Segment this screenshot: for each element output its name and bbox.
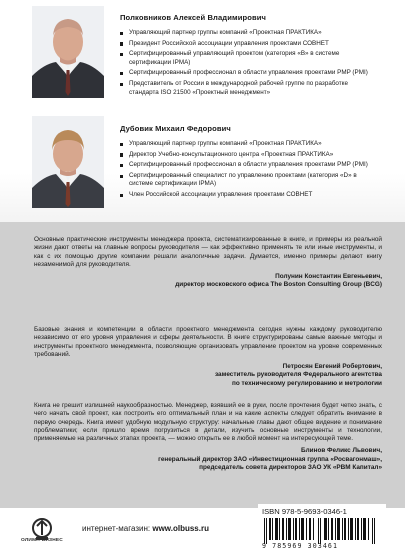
review-signature xyxy=(34,447,382,472)
author-1-bullet: Сертифицированный профессионал в области управления проектами PMP (PMI) xyxy=(120,69,378,78)
shop-line xyxy=(82,524,209,533)
author-2-bullet: Член Российской ассоциации управления проектами СОВНЕТ xyxy=(120,191,378,200)
reviewer-role: заместитель руководителя Федерального агентства xyxy=(214,371,382,379)
reviewer-role-line-2: по техническому регулированию и метрологии xyxy=(231,379,382,387)
shop-url-link[interactable]: www.olbuss.ru xyxy=(152,524,209,533)
isbn-text: ISBN 978-5-9693-0346-1 xyxy=(262,507,347,516)
author-1-bullet: Сертифицированный управляющий проектом (категория «В» в системе сертификации IPMA) xyxy=(120,50,378,67)
author-1-bullet: Управляющий партнер группы компаний «Проектная ПРАКТИКА» xyxy=(120,29,378,38)
reviewer-name: Полунин Константин Евгеньевич, xyxy=(275,273,382,281)
review-text: Книга не грешит излишней наукообразностью. Менеджер, взявший ее в руки, после прочтения будет четко знать, с чего начать свой проект, как построить его оптимальный план и на какие аспекты следует обратить внимание в первую очередь. Книга имеет удобную модульную структуру: начальные главы дают общее видение и понимание проблематики; если пришло время погрузиться в детали, изучить основные инструменты и технологии, применяемые на различных этапах проекта, — можно открыть ее в любой момент на интересующей теме. xyxy=(34,402,382,443)
reviewer-name: Блинов Феликс Львович, xyxy=(301,447,382,455)
reviewer-name: Петросян Евгений Робертович, xyxy=(282,363,382,371)
isbn-block xyxy=(258,504,386,550)
review-signature xyxy=(34,363,382,388)
review-text: Основные практические инструменты менеджера проекта, систематизированные в книге, и примеры из реальной жизни дают ответы на главные вопросы руководителя — как эффективно применять те или иные инструменты, и как с их помощью другие компании решали аналогичные задачи. Думается, именно примеры делают книгу незаменимой для руководителя. xyxy=(34,236,382,268)
author-bullets-1 xyxy=(120,29,378,99)
author-2-bullet: Сертифицированный специалист по управлению проектами (категория «D» в системе сертификации IPMA) xyxy=(120,172,378,189)
author-2-bullet: Сертифицированный профессионал в области управления проектами PMP (PMI) xyxy=(120,161,378,170)
author-2-bullet: Директор Учебно-консультационного центра «Проектная ПРАКТИКА» xyxy=(120,151,378,160)
reviewer-role: директор московского офиса The Boston Consulting Group (BCG) xyxy=(175,281,382,289)
shop-label: интернет-магазин: xyxy=(82,524,151,533)
barcode-icon xyxy=(262,518,382,544)
reviews-section xyxy=(0,222,405,508)
author-photo-2 xyxy=(32,116,104,208)
author-1-bullet: Президент Российской ассоциации управления проектами СОВНЕТ xyxy=(120,40,378,49)
reviewer-role: генеральный директор ЗАО «Инвестиционная группа «Росвагонмаш», xyxy=(158,455,382,463)
review-1 xyxy=(34,236,382,290)
review-3 xyxy=(34,402,382,472)
author-2-bullet: Управляющий партнер группы компаний «Проектная ПРАКТИКА» xyxy=(120,140,378,149)
reviewer-role-line-2: председатель совета директоров ЗАО УК «РВМ Капитал» xyxy=(199,464,382,472)
author-name-1: Полковников Алексей Владимирович xyxy=(120,13,266,22)
author-name-2: Дубовик Михаил Федорович xyxy=(120,124,231,133)
author-photo-1 xyxy=(32,6,104,98)
review-signature xyxy=(34,273,382,290)
author-bullets-2 xyxy=(120,140,378,202)
review-2 xyxy=(34,326,382,388)
authors-section xyxy=(0,0,405,222)
barcode-digits: 9 785969 303461 xyxy=(262,542,339,550)
author-1-bullet: Представитель от России в международной рабочей группе по разработке стандарта ISO 21500 «Проектный менеджмент» xyxy=(120,80,378,97)
publisher-logo-text: ОЛИМП-БИЗНЕС xyxy=(21,538,63,543)
review-text: Базовые знания и компетенции в области проектного менеджмента сегодня нужны каждому руководителю независимо от его уровня управления и сферы деятельности. В книге структурированы самые важные методы и инструменты проектного менеджмента, позволяющие организовать управление проектом на уровне современных требований. xyxy=(34,326,382,358)
